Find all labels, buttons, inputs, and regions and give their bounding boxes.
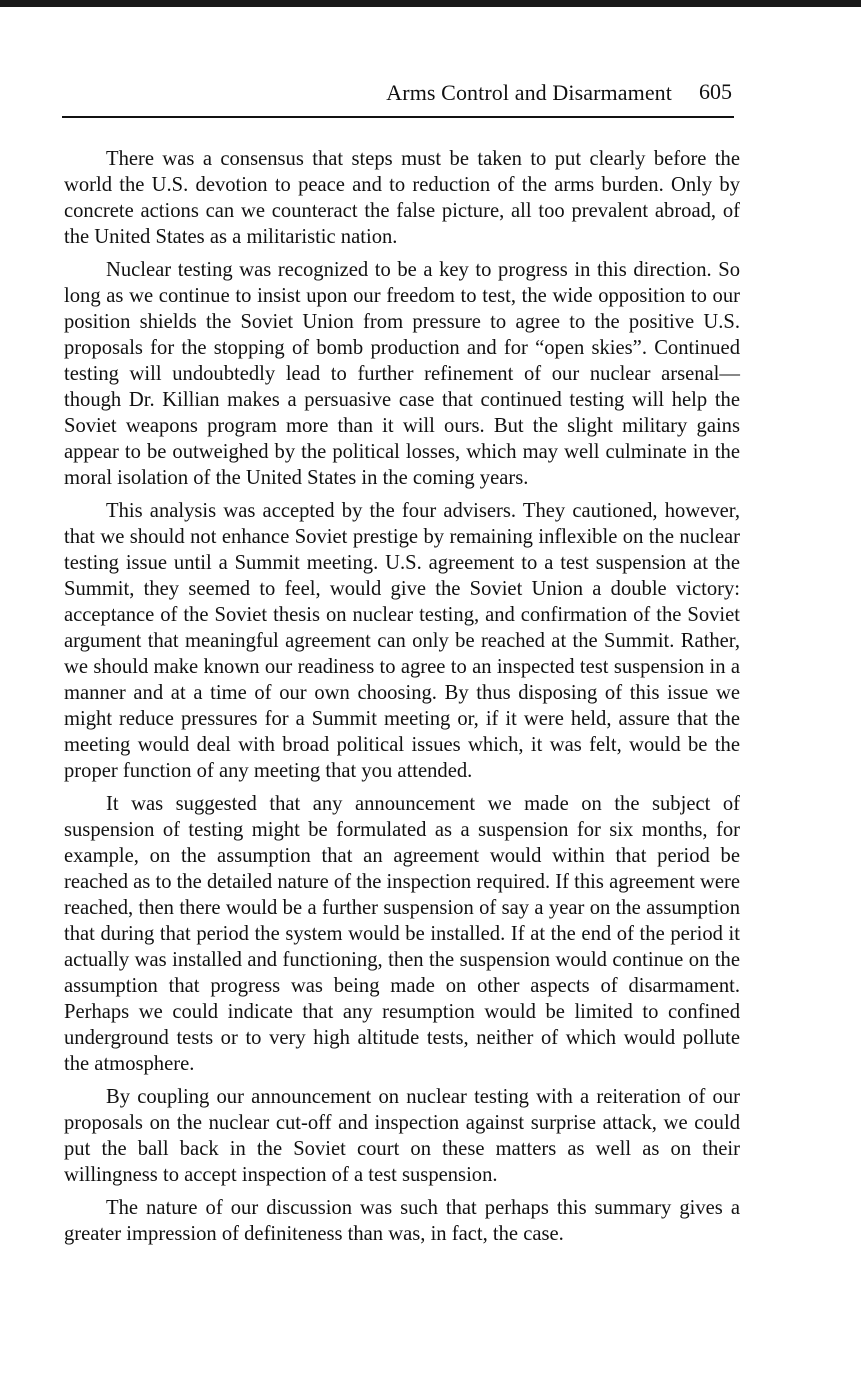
running-head-title: Arms Control and Disarmament [386,80,672,105]
paragraph: The nature of our discussion was such that perhaps this summary gives a greater impression of definiteness than was, in fact, the case. [64,1197,740,1245]
page-top-edge [0,0,861,7]
paragraph: By coupling our announcement on nuclear testing with a reiteration of our proposals on the nuclear cut-off and inspection against surprise attack, we could put the ball back in the Soviet court on these matters as well as on their willingness to accept inspection of a test suspension. [64,1086,740,1186]
body-text [64,146,740,1254]
page-number: 605 [699,79,732,104]
paragraph: There was a consensus that steps must be taken to put clearly before the world the U.S. devotion to peace and to reduction of the arms burden. Only by concrete actions can we counteract the false picture, all too prevalent abroad, of the United States as a militaristic nation. [64,148,740,248]
paragraph: Nuclear testing was recognized to be a key to progress in this direction. So long as we continue to insist upon our freedom to test, the wide opposition to our position shields the Soviet Union from pressure to agree to the positive U.S. proposals for the stopping of bomb production and for “open skies”. Continued testing will undoubtedly lead to further refinement of our nuclear arsenal—though Dr. Killian makes a persuasive case that continued testing will help the Soviet weapons program more than it will ours. But the slight military gains appear to be outweighed by the political losses, which may well culminate in the moral isolation of the United States in the coming years. [64,259,740,489]
paragraph: This analysis was accepted by the four advisers. They cautioned, however, that we should not enhance Soviet prestige by remaining inflexible on the nuclear testing issue until a Summit meeting. U.S. agreement to a test suspension at the Summit, they seemed to feel, would give the Soviet Union a double victory: acceptance of the Soviet thesis on nuclear testing, and confirmation of the Soviet argument that meaningful agreement can only be reached at the Summit. Rather, we should make known our readiness to agree to an inspected test suspension in a manner and at a time of our own choosing. By thus disposing of this issue we might reduce pressures for a Summit meeting or, if it were held, assure that the meeting would deal with broad political issues which, it was felt, would be the proper function of any meeting that you attended. [64,500,740,782]
paragraph: It was suggested that any announcement we made on the subject of suspension of testing might be formulated as a suspension for six months, for example, on the assumption that an agreement would within that period be reached as to the detailed nature of the inspection required. If this agreement were reached, then there would be a further suspension of say a year on the assumption that during that period the system would be installed. If at the end of the period it actually was installed and functioning, then the suspension would continue on the assumption that progress was being made on other aspects of disarmament. Perhaps we could indicate that any resumption would be limited to confined underground tests or to very high altitude tests, neither of which would pollute the atmosphere. [64,793,740,1075]
running-head [62,76,734,118]
